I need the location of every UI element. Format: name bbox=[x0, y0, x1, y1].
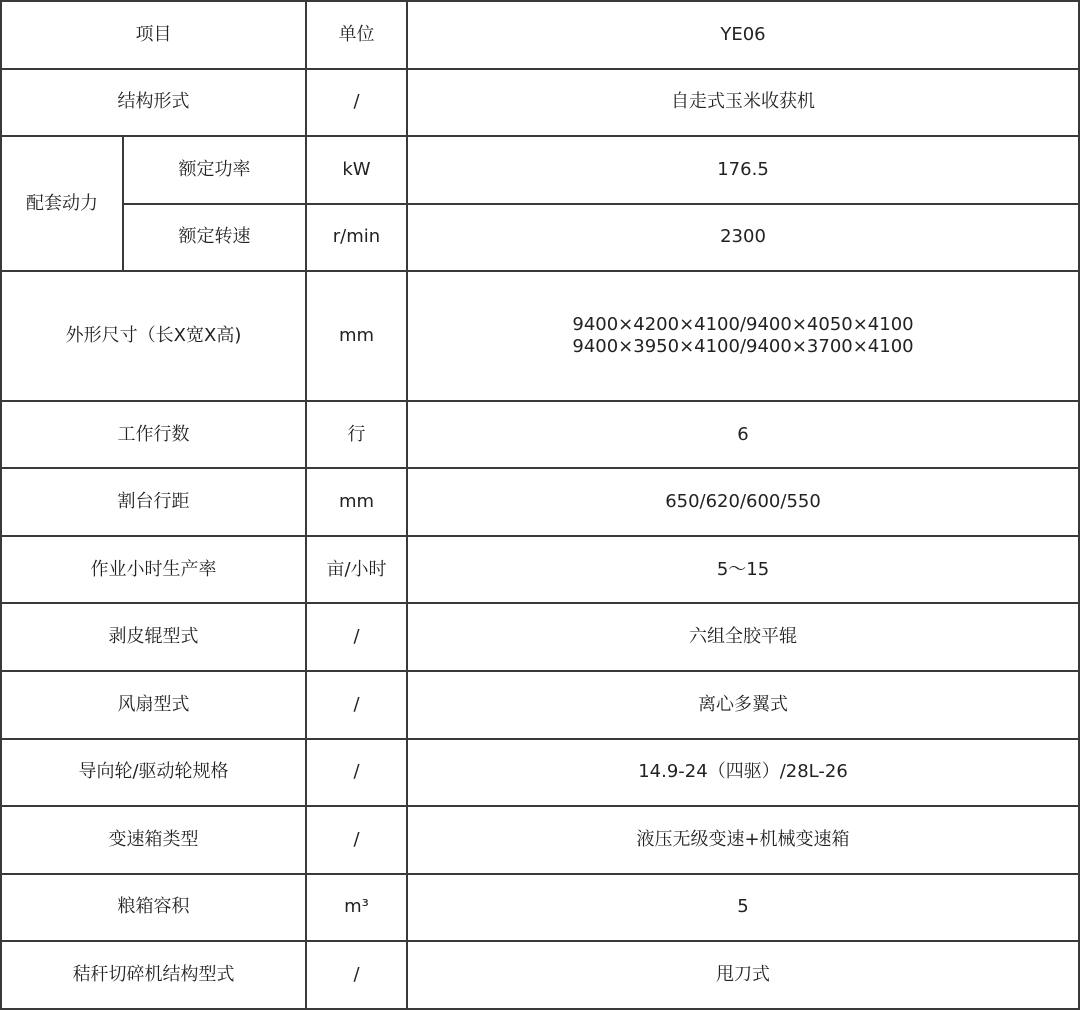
table-row bbox=[1, 468, 1079, 536]
table-row bbox=[1, 69, 1079, 137]
table-row bbox=[1, 806, 1079, 874]
table-row bbox=[1, 941, 1079, 1009]
row-value: 5 bbox=[407, 874, 1079, 942]
row-item: 工作行数 bbox=[1, 401, 306, 469]
header-unit: 单位 bbox=[306, 1, 407, 69]
row-item: 风扇型式 bbox=[1, 671, 306, 739]
table-row bbox=[1, 271, 1079, 401]
row-value bbox=[407, 271, 1079, 401]
table-row bbox=[1, 739, 1079, 807]
row-unit: mm bbox=[306, 468, 407, 536]
row-value: 六组全胶平辊 bbox=[407, 603, 1079, 671]
row-unit: r/min bbox=[306, 204, 407, 272]
row-value: 650/620/600/550 bbox=[407, 468, 1079, 536]
row-item: 外形尺寸（长X宽X高) bbox=[1, 271, 306, 401]
row-unit: kW bbox=[306, 136, 407, 204]
row-unit: 行 bbox=[306, 401, 407, 469]
value-line-1: 9400×4200×4100/9400×4050×4100 bbox=[572, 314, 914, 335]
row-unit: / bbox=[306, 603, 407, 671]
row-item: 粮箱容积 bbox=[1, 874, 306, 942]
row-unit: / bbox=[306, 941, 407, 1009]
row-item: 割台行距 bbox=[1, 468, 306, 536]
row-value: 离心多翼式 bbox=[407, 671, 1079, 739]
row-subitem: 额定转速 bbox=[123, 204, 306, 272]
row-item: 导向轮/驱动轮规格 bbox=[1, 739, 306, 807]
row-value: 液压无级变速+机械变速箱 bbox=[407, 806, 1079, 874]
row-item: 变速箱类型 bbox=[1, 806, 306, 874]
row-value: 5～15 bbox=[407, 536, 1079, 604]
row-unit: mm bbox=[306, 271, 407, 401]
row-unit: m³ bbox=[306, 874, 407, 942]
row-unit: / bbox=[306, 739, 407, 807]
table-row bbox=[1, 874, 1079, 942]
header-value: YE06 bbox=[407, 1, 1079, 69]
row-unit: / bbox=[306, 69, 407, 137]
table-row bbox=[1, 671, 1079, 739]
row-unit: 亩/小时 bbox=[306, 536, 407, 604]
row-subitem: 额定功率 bbox=[123, 136, 306, 204]
table-row bbox=[1, 603, 1079, 671]
table-row bbox=[1, 136, 1079, 204]
row-value: 自走式玉米收获机 bbox=[407, 69, 1079, 137]
row-value: 176.5 bbox=[407, 136, 1079, 204]
row-item: 作业小时生产率 bbox=[1, 536, 306, 604]
group-power-label: 配套动力 bbox=[1, 136, 123, 271]
row-value: 6 bbox=[407, 401, 1079, 469]
row-item: 剥皮辊型式 bbox=[1, 603, 306, 671]
value-line-2: 9400×3950×4100/9400×3700×4100 bbox=[572, 336, 914, 357]
row-value: 2300 bbox=[407, 204, 1079, 272]
header-item: 项目 bbox=[1, 1, 306, 69]
table-row bbox=[1, 204, 1079, 272]
row-unit: / bbox=[306, 671, 407, 739]
row-value: 14.9-24（四驱）/28L-26 bbox=[407, 739, 1079, 807]
row-item: 秸秆切碎机结构型式 bbox=[1, 941, 306, 1009]
table-row bbox=[1, 401, 1079, 469]
row-unit: / bbox=[306, 806, 407, 874]
row-item: 结构形式 bbox=[1, 69, 306, 137]
row-value: 甩刀式 bbox=[407, 941, 1079, 1009]
table-row bbox=[1, 536, 1079, 604]
header-row bbox=[1, 1, 1079, 69]
